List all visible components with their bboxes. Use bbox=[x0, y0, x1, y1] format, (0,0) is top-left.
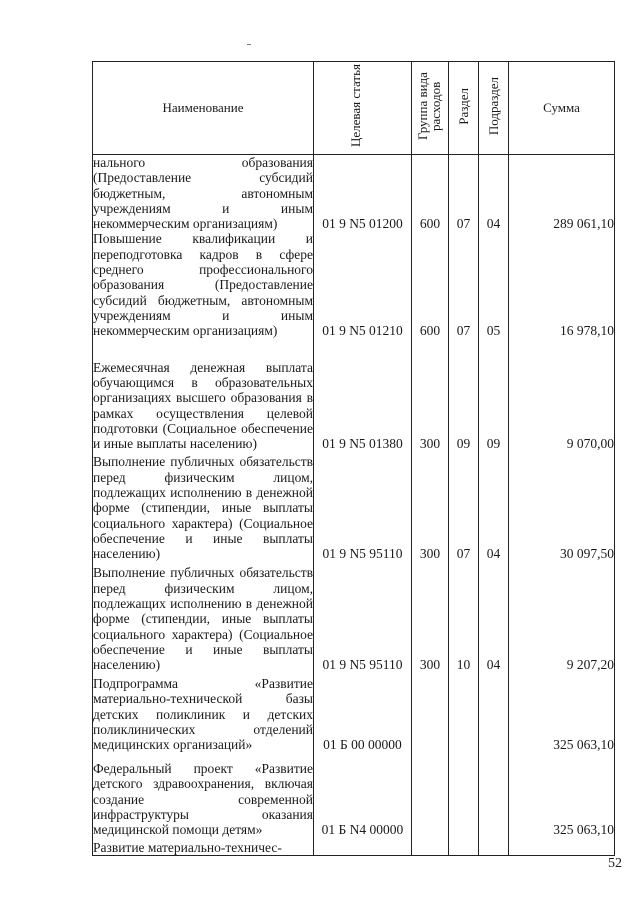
table-row bbox=[93, 562, 615, 673]
row-name: Ежемесячная денежная выплата обучающимся в образовательных организациях высшего образования в рамках осуществления целевой подготовки (Социальное обеспечение и иные выплаты населению) bbox=[93, 339, 314, 452]
row-name: Выполнение публичных обязательств перед физическим лицом, подлежащих исполнению в денежной форме (стипендии, иные выплаты социального характера) (Социальное обеспечение и иные выплаты населению) bbox=[93, 562, 314, 673]
table-row bbox=[93, 838, 615, 856]
row-subsection: 04 bbox=[479, 562, 509, 673]
table-row bbox=[93, 339, 615, 452]
row-subsection bbox=[479, 673, 509, 753]
row-subsection bbox=[479, 753, 509, 838]
table-row bbox=[93, 673, 615, 753]
row-name: Федеральный проект «Развитие детского здравоохранения, включая создание современной инфраструктуры оказания медицинской помощи детям» bbox=[93, 753, 314, 838]
header-sum: Сумма bbox=[509, 62, 615, 155]
row-subsection: 05 bbox=[479, 231, 509, 338]
row-section bbox=[449, 673, 479, 753]
budget-table bbox=[92, 61, 615, 856]
row-code: 01 9 N5 01200 bbox=[314, 155, 412, 232]
row-sum: 325 063,10 bbox=[509, 753, 615, 838]
row-section: 07 bbox=[449, 231, 479, 338]
row-sum bbox=[509, 838, 615, 856]
row-group: 600 bbox=[412, 155, 449, 232]
row-subsection: 09 bbox=[479, 339, 509, 452]
table-row bbox=[93, 452, 615, 562]
row-section bbox=[449, 753, 479, 838]
row-name: Выполнение публичных обязательств перед физическим лицом, подлежащих исполнению в денежной форме (стипендии, иные выплаты социального характера) (Социальное обеспечение и иные выплаты населению) bbox=[93, 452, 314, 562]
page-number: 52 bbox=[608, 856, 622, 871]
header-group: Группа вида расходов bbox=[412, 62, 449, 155]
row-subsection: 04 bbox=[479, 452, 509, 562]
row-section: 09 bbox=[449, 339, 479, 452]
row-group bbox=[412, 838, 449, 856]
row-group: 300 bbox=[412, 339, 449, 452]
header-section: Раздел bbox=[449, 62, 479, 155]
scan-mark bbox=[247, 44, 251, 45]
row-subsection bbox=[479, 838, 509, 856]
row-sum: 289 061,10 bbox=[509, 155, 615, 232]
row-code: 01 9 N5 01210 bbox=[314, 231, 412, 338]
row-name: Подпрограмма «Развитие материально-технической базы детских поликлиник и детских поликлинических отделений медицинских организаций» bbox=[93, 673, 314, 753]
row-name: Повышение квалификации и переподготовка кадров в сфере среднего профессионального образования (Предоставление субсидий бюджетным, автономным учреждениям и иным некоммерческим организациям) bbox=[93, 231, 313, 339]
row-sum: 16 978,10 bbox=[509, 231, 615, 338]
row-group bbox=[412, 673, 449, 753]
row-code: 01 9 N5 01380 bbox=[314, 339, 412, 452]
row-sum: 9 070,00 bbox=[509, 339, 615, 452]
row-sum: 325 063,10 bbox=[509, 673, 615, 753]
row-section: 10 bbox=[449, 562, 479, 673]
row-sum: 9 207,20 bbox=[509, 562, 615, 673]
row-subsection: 04 bbox=[479, 155, 509, 232]
header-name: Наименование bbox=[93, 62, 314, 155]
row-name: нального образования (Предоставление субсидий бюджетным, автономным учреждениям и иным некоммерческим организациям) bbox=[93, 155, 313, 232]
table-row bbox=[93, 231, 615, 338]
table-row bbox=[93, 155, 615, 232]
row-group: 600 bbox=[412, 231, 449, 338]
row-code: 01 9 N5 95110 bbox=[314, 452, 412, 562]
header-target: Целевая статья bbox=[314, 62, 412, 155]
header-row bbox=[93, 62, 615, 155]
row-code: 01 9 N5 95110 bbox=[314, 562, 412, 673]
row-code bbox=[314, 838, 412, 856]
row-section: 07 bbox=[449, 155, 479, 232]
row-group bbox=[412, 753, 449, 838]
row-sum: 30 097,50 bbox=[509, 452, 615, 562]
row-code: 01 Б 00 00000 bbox=[314, 673, 412, 753]
header-subsection: Подраздел bbox=[479, 62, 509, 155]
row-code: 01 Б N4 00000 bbox=[314, 753, 412, 838]
row-group: 300 bbox=[412, 452, 449, 562]
row-name: Развитие материально-техничес- bbox=[93, 838, 314, 856]
row-section: 07 bbox=[449, 452, 479, 562]
row-section bbox=[449, 838, 479, 856]
row-group: 300 bbox=[412, 562, 449, 673]
table-row bbox=[93, 753, 615, 838]
